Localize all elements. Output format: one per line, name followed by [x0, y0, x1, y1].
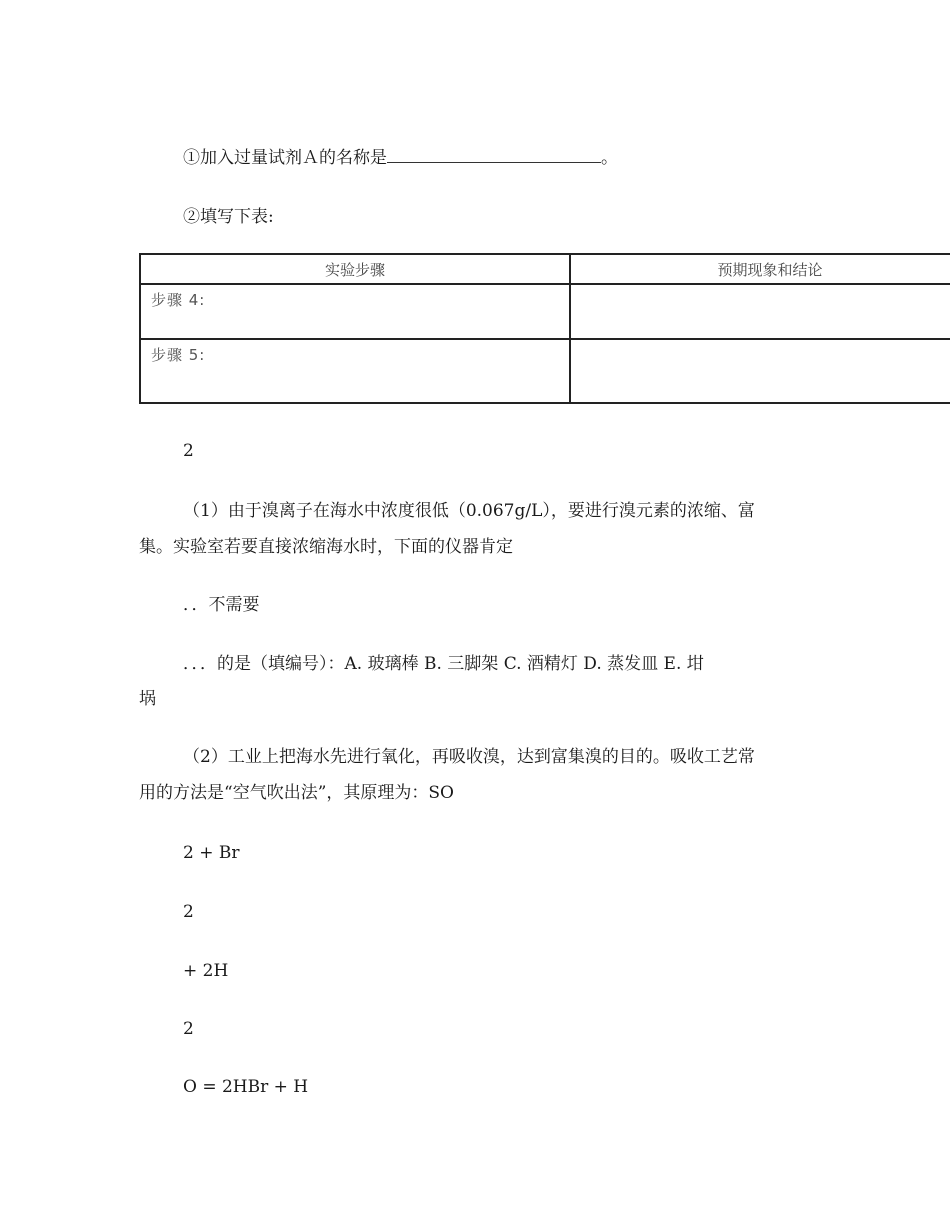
part1-line2: 集。实验室若要直接浓缩海水时，下面的仪器肯定	[139, 537, 513, 557]
part1-line3: ．．不需要	[183, 595, 260, 615]
section-number: 2	[183, 441, 194, 461]
question-2: ②填写下表:	[183, 207, 274, 227]
table-cell-step	[140, 339, 570, 403]
part1-line1: （1）由于溴离子在海水中浓度很低（0.067g/L），要进行溴元素的浓缩、富	[183, 501, 755, 521]
table-cell-step	[140, 284, 570, 339]
table-header-row	[140, 254, 950, 284]
question-1	[183, 148, 618, 168]
part2-line5: + 2H	[183, 961, 229, 981]
table-row	[140, 339, 950, 403]
part2-line2: 用的方法是“空气吹出法”，其原理为：SO	[139, 783, 454, 803]
experiment-table	[139, 253, 950, 404]
part2-line4: 2	[183, 902, 194, 922]
question-1-text: ①加入过量试剂Ａ的名称是	[183, 148, 387, 168]
question-1-suffix: 。	[601, 148, 618, 168]
table-row	[140, 284, 950, 339]
part2-line1: （2）工业上把海水先进行氧化，再吸收溴，达到富集溴的目的。吸收工艺常	[183, 747, 755, 767]
table-header-results: 预期现象和结论	[570, 254, 950, 284]
part1-line5: 埚	[139, 689, 156, 709]
part2-line7: O = 2HBr + H	[183, 1077, 309, 1097]
part2-line3: 2 + Br	[183, 843, 240, 863]
part1-line4: ．．．的是（填编号）：A. 玻璃棒 B. 三脚架 C. 酒精灯 D. 蒸发皿 E. 坩	[183, 654, 704, 674]
table-header-steps: 实验步骤	[140, 254, 570, 284]
answer-blank[interactable]	[387, 148, 601, 163]
step-4-label: 步骤 4:	[151, 291, 206, 309]
step-5-label: 步骤 5:	[151, 346, 206, 364]
table-cell-result[interactable]	[570, 339, 950, 403]
part2-line6: 2	[183, 1019, 194, 1039]
table-cell-result[interactable]	[570, 284, 950, 339]
